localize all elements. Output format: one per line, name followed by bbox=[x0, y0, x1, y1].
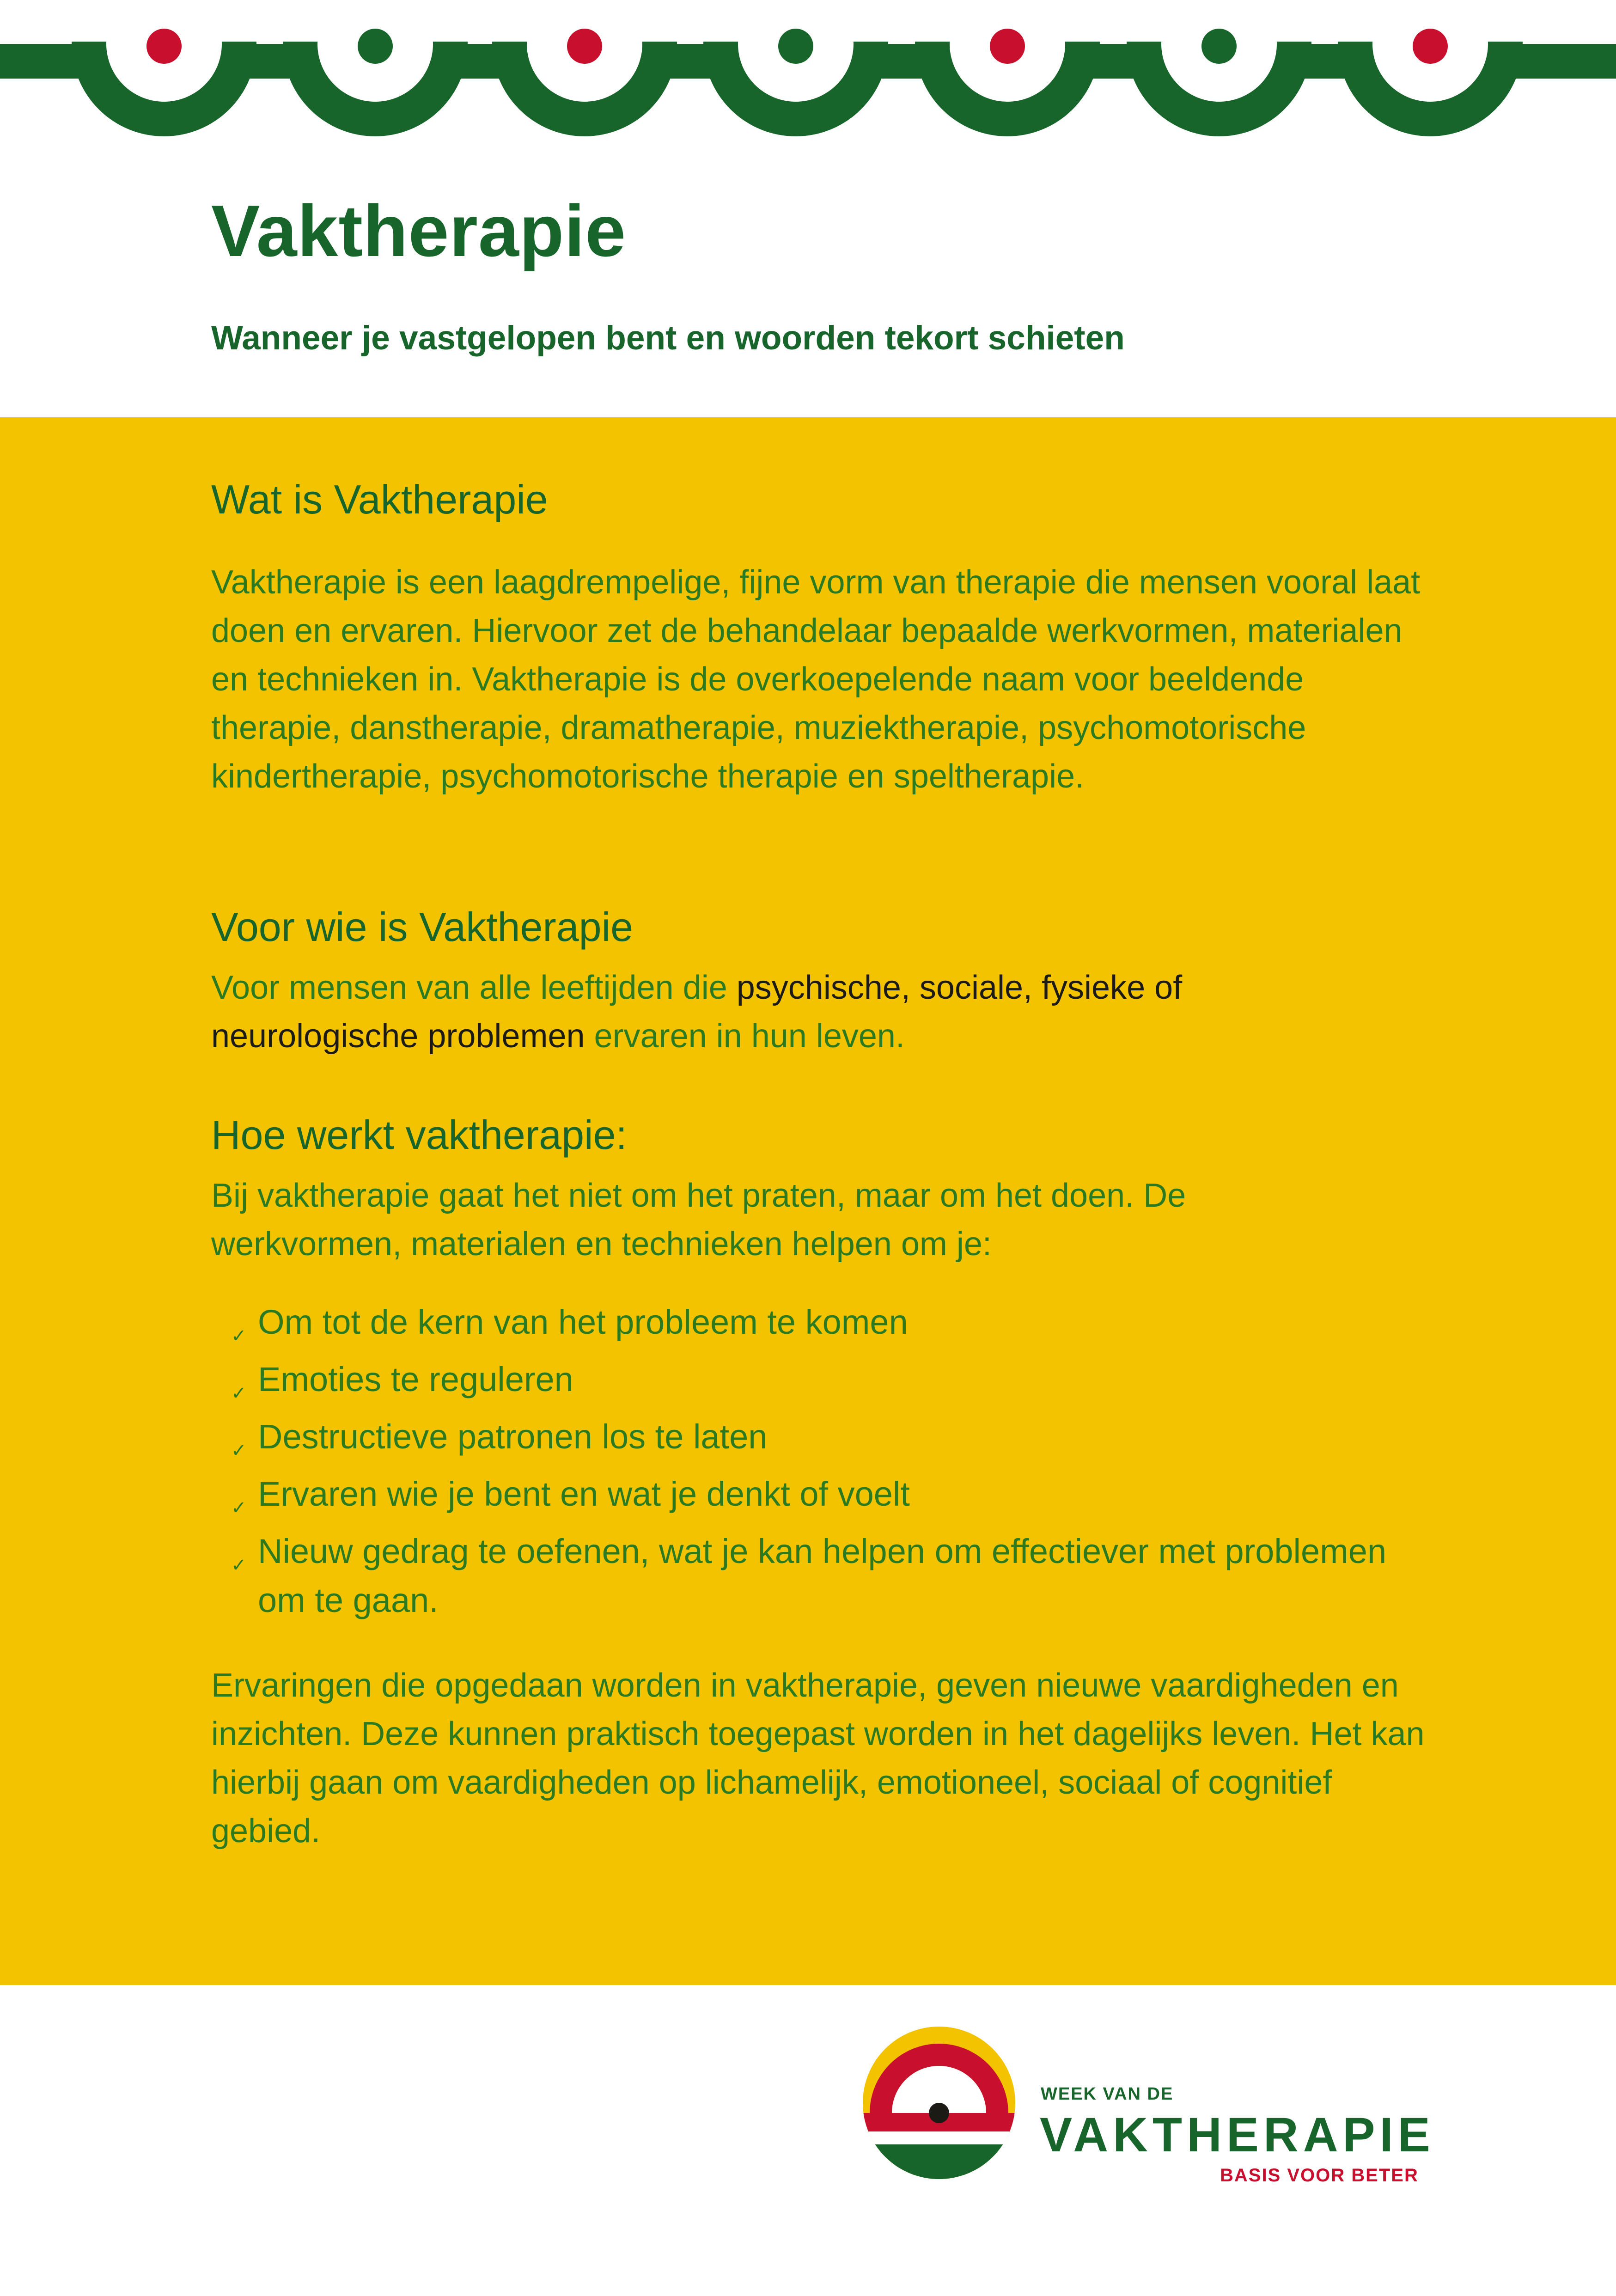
list-item bbox=[226, 1298, 1437, 1347]
section-intro-how: Bij vaktherapie gaat het niet om het praten, maar om het doen. De werkvormen, materialen en technieken helpen om je: bbox=[211, 1177, 1186, 1263]
list-item bbox=[226, 1355, 1437, 1404]
check-icon: ✓ bbox=[231, 1383, 247, 1404]
section-body-who bbox=[211, 964, 1394, 1061]
who-text-highlight: psychische, sociale, fysieke of neurologische problemen bbox=[211, 969, 1183, 1055]
list-item-text: Nieuw gedrag te oefenen, wat je kan helpen om effectiever met problemen om te gaan. bbox=[258, 1532, 1387, 1619]
list-item-text: Om tot de kern van het probleem te komen bbox=[258, 1303, 908, 1341]
benefits-list bbox=[226, 1298, 1437, 1633]
banner-dot bbox=[1201, 29, 1237, 64]
banner-dot bbox=[778, 29, 813, 64]
logo-line-name: VAKTHERAPIE bbox=[1040, 2108, 1435, 2162]
who-text-end: ervaren in hun leven. bbox=[585, 1018, 905, 1055]
list-item-text: Destructieve patronen los te laten bbox=[258, 1417, 768, 1456]
scallop-banner bbox=[0, 0, 1616, 139]
banner-dot bbox=[358, 29, 393, 64]
vaktherapie-logo-circle bbox=[860, 2024, 1018, 2181]
list-item-text: Ervaren wie je bent en wat je denkt of voelt bbox=[258, 1475, 910, 1513]
list-item bbox=[226, 1527, 1437, 1625]
list-item bbox=[226, 1470, 1437, 1519]
check-icon: ✓ bbox=[231, 1441, 247, 1461]
page-title: Vaktherapie bbox=[211, 190, 627, 272]
banner-dot bbox=[990, 29, 1025, 64]
section-heading-who: Voor wie is Vaktherapie bbox=[211, 904, 634, 950]
section-outro-how: Ervaringen die opgedaan worden in vaktherapie, geven nieuwe vaardigheden en inzichten. Deze kunnen praktisch toegepast worden in het dagelijks leven. Het kan hierbij gaan om vaardigheden op lichamelijk, emotioneel, sociaal of cognitief gebied. bbox=[211, 1667, 1425, 1850]
list-item-text: Emoties te reguleren bbox=[258, 1360, 573, 1398]
list-item bbox=[226, 1412, 1437, 1461]
logo-line-week: WEEK VAN DE bbox=[1041, 2084, 1174, 2104]
section-heading-what: Wat is Vaktherapie bbox=[211, 476, 548, 522]
check-icon: ✓ bbox=[231, 1555, 247, 1575]
banner-dot bbox=[567, 29, 602, 64]
banner-dot bbox=[1413, 29, 1448, 64]
check-icon: ✓ bbox=[231, 1326, 247, 1346]
section-heading-how: Hoe werkt vaktherapie: bbox=[211, 1112, 627, 1158]
section-body-what: Vaktherapie is een laagdrempelige, fijne vorm van therapie die mensen vooral laat doen en ervaren. Hiervoor zet de behandelaar bepaalde werkvormen, materialen en technieken in. Vaktherapie is de overkoepelende naam voor beeldende therapie, danstherapie, dramatherapie, muziektherapie, psychomotorische kindertherapie, psychomotorische therapie en speltherapie. bbox=[211, 564, 1421, 795]
banner-dot bbox=[146, 29, 182, 64]
page-subtitle: Wanneer je vastgelopen bent en woorden tekort schieten bbox=[211, 319, 1125, 357]
who-text-start: Voor mensen van alle leeftijden die bbox=[211, 969, 737, 1006]
logo-tagline: BASIS VOOR BETER bbox=[1220, 2165, 1419, 2186]
check-icon: ✓ bbox=[231, 1498, 247, 1518]
